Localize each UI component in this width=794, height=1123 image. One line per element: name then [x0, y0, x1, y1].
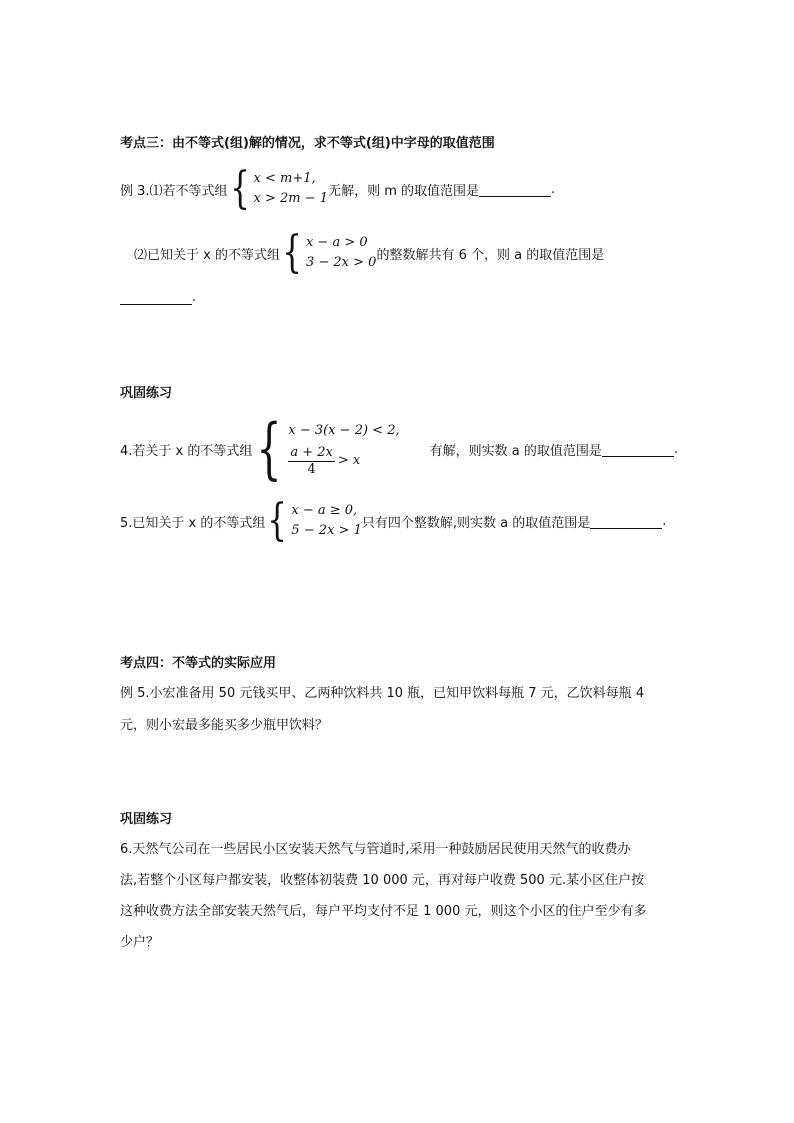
period: . [192, 290, 197, 305]
ex3b-prefix: ⑵已知关于 x 的不等式组 [134, 247, 280, 263]
period: . [662, 513, 667, 529]
q6-line-2: 法,若整个小区每户都安装，收整体初装费 10 000 元，再对每户收费 500 元.某小区住户按 [120, 873, 645, 888]
fraction-comparison: > x [337, 453, 361, 468]
question-4 [120, 410, 678, 487]
inequality-system: { x − a ≥ 0, 5 − 2x > 1 [267, 495, 362, 546]
section4-heading: 考点四：不等式的实际应用 [120, 656, 277, 671]
inequality-system: { x < m+1, x > 2m − 1 [229, 163, 329, 214]
fraction-numerator: a + 2x [290, 444, 333, 460]
q6-line-3: 这种收费方法全部安装天然气后，每户平均支付不足 1 000 元，则这个小区的住户至少有多 [120, 904, 647, 919]
practice2-heading: 巩固练习 [120, 812, 173, 827]
q5-suffix: 只有四个整数解,则实数 a 的取值范围是 [361, 515, 591, 531]
system-line-2: 5 − 2x > 1 [291, 523, 362, 538]
inequality-system: { x − 3(x − 2) < 2, $\frac{a + 2x}{4}$ > x [256, 410, 400, 487]
section3-heading: 考点三：由不等式(组)解的情况，求不等式(组)中字母的取值范围 [120, 136, 495, 151]
system-line-2 [288, 445, 399, 478]
q6-line-1: 6.天然气公司在一些居民小区安装天然气与管道时,采用一种鼓励居民使用天然气的收费办 [120, 842, 631, 857]
example3-part1 [120, 163, 556, 214]
ex3b-suffix: 的整数解共有 6 个，则 a 的取值范围是 [376, 247, 605, 263]
answer-blank[interactable] [590, 514, 662, 529]
fraction-denominator: 4 [307, 461, 316, 477]
ex3-suffix: 无解，则 m 的取值范围是 [328, 183, 479, 199]
fraction [288, 445, 335, 478]
q4-suffix: 有解，则实数 a 的取值范围是 [429, 443, 602, 459]
inequality-system: { x − a > 0 3 − 2x > 0 [282, 227, 377, 278]
q4-prefix: 4.若关于 x 的不等式组 [120, 443, 253, 459]
system-line-2: x > 2m − 1 [253, 191, 329, 206]
ex3b-answer-line [120, 290, 196, 305]
example5-line-1: 例 5.小宏准备用 50 元钱买甲、乙两种饮料共 10 瓶，已知甲饮料每瓶 7 元，乙饮料每瓶 4 [120, 686, 645, 701]
answer-blank[interactable] [120, 290, 192, 305]
answer-blank[interactable] [479, 182, 551, 197]
period: . [673, 441, 678, 457]
q5-prefix: 5.已知关于 x 的不等式组 [120, 515, 266, 531]
practice1-heading: 巩固练习 [120, 386, 173, 401]
system-line-1: x < m+1, [253, 171, 316, 186]
question-5 [120, 495, 667, 546]
example5-line-2: 元，则小宏最多能买多少瓶甲饮料？ [120, 718, 329, 733]
ex3-prefix: 例 3.⑴若不等式组 [120, 183, 228, 199]
q6-line-4: 少户？ [120, 935, 160, 950]
system-line-1: x − 3(x − 2) < 2, [288, 422, 400, 438]
period: . [551, 181, 556, 197]
system-line-1: x − a ≥ 0, [291, 503, 358, 518]
system-line-2: 3 − 2x > 0 [305, 255, 377, 270]
example3-part2 [134, 227, 605, 278]
system-line-1: x − a > 0 [305, 235, 368, 250]
answer-blank[interactable] [602, 442, 674, 457]
